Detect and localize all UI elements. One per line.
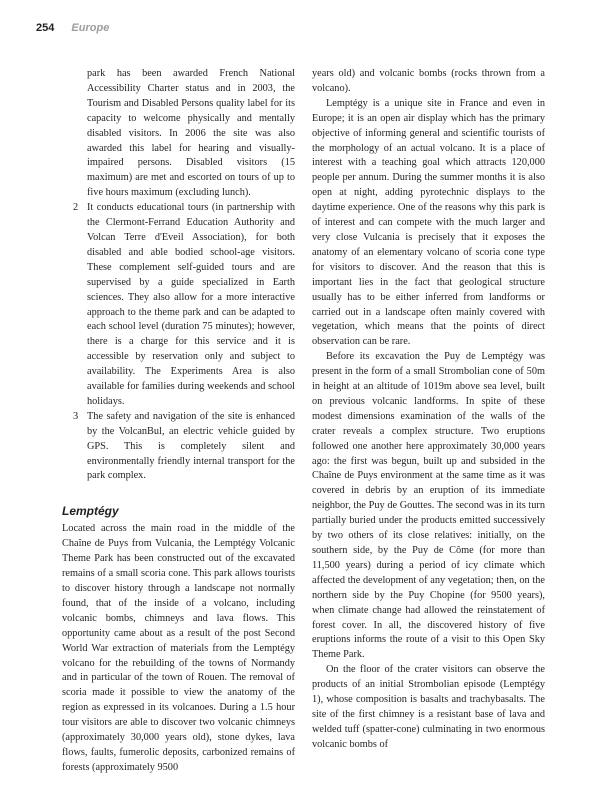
- body-paragraph: Located across the main road in the middle of the Chaîne de Puys from Vulcania, the Lemptégy Volcanic Theme Park has been constructed out of the excavated remains of a small scoria cone. This park allows tourists to discover history through a landscape not normally found, that of the inside of a volcano, including volcanic bombs, chimneys and lava flows. This opportunity came about as a result of the post Second World War extraction of materials from the Lemptégy volcano for the rebuilding of the towns of Normandy and in particular of the town of Rouen. The removal of scoria made it possible to view the anatomy of the region as expressed in its volcanoes. During a 1.5 hour tour visitors are able to discover two volcanic chimneys (approximately 30,000 years old), stone dykes, lava flows, faults, fumerolic deposits, carbonized remains of forests (approximately 9500: [62, 523, 295, 773]
- page-number: 254: [36, 22, 55, 34]
- list-item-number: 2: [73, 202, 79, 214]
- list-item: [62, 410, 295, 485]
- page-header: [36, 22, 109, 38]
- continued-paragraph: park has been awarded French National Accessibility Charter status and in 2003, the Tourism and Disabled Persons quality label for its capacity to welcome physically and mentally disabled visitors. In 2006 the site was also awarded this label for hearing and visually-impaired persons. Disabled visitors (15 maximum) are met and escorted on tours of up to five hours maximum (excluding lunch).: [87, 68, 295, 199]
- section-heading: Lemptégy: [62, 504, 119, 519]
- list-item-text: It conducts educational tours (in partnership with the Clermont-Ferrand Education Authority and Volcan Terre d'Eveil Association), for both disabled and able bodied school-age visitors. These complement self-guided tours and are supervised by a guide specialized in Earth sciences. They also allow for a more interactive approach to the theme park and can be adapted to each school level (duration 75 minutes); however, there is a charge for this service and it is accessible by reservation only and subject to availability. The Experiments Area is also available for families during weekends and school holidays.: [87, 202, 295, 407]
- body-paragraph: On the floor of the crater visitors can observe the products of an initial Strombolian episode (Lemptégy 1), whose composition is basalts and trachybasalts. The site of the first chimney is a resistant base of lava and welded tuff (spatter-cone) culminating in two enormous volcanic bombs of: [312, 664, 545, 750]
- body-paragraph: Before its excavation the Puy de Lemptégy was present in the form of a small Strombolian cone of 50m in height at an altitude of 1019m above sea level, built on previous volcanic landforms. In spite of these modest dimensions examination of the walls of the crater reveals a complex structure. Two eruptions followed one another here approximately 30,000 years ago: the first was begun, built up and subsided in the Chaîne de Puys environment at the same time as it was covered in debris by an eruption of its immediate neighbor, the Puy de Gouttes. The second was in its turn partially buried under the products emitted successively by two others of its close relatives: initially, on the southern side, by the Puy de Côme (for more than 11,500 years) during a period of icy climate which affected the development of any vegetation; then, on the northern side by the Puy Chopine (for 9500 years), when climate change had allowed the reinstatement of forest cover. In all, the discovered history of five eruptions informs the route of a visit to this Open Sky Theme Park.: [312, 351, 545, 661]
- left-column: [62, 67, 295, 776]
- list-item: [62, 201, 295, 410]
- continued-paragraph: years old) and volcanic bombs (rocks thrown from a volcano).: [312, 68, 545, 94]
- running-head: Europe: [71, 22, 110, 34]
- list-item-number: 3: [73, 410, 79, 422]
- body-paragraph: Lemptégy is a unique site in France and even in Europe; it is an open air display which has the primary objective of informing general and scientific tourists of the morphology of an actual volcano. It is a place of interest with a teaching goal which attracts 120,000 people per annum. During the summer months it is also open at night, adding pyrotechnic displays to the daytime experience. One of the reasons why this park is of interest and can compete with the much larger and very close Vulcania is precisely that it exposes the anatomy of an elementary volcano of scoria cone type for visitors to discover. And the reason that this is important lies in the fact that geological structure usually has to be either inferred from landforms or carried out in a landscape often mainly covered with vegetation, which means that the points of direct observation can be rare.: [312, 97, 545, 348]
- list-item-text: The safety and navigation of the site is enhanced by the VolcanBul, an electric vehicle guided by GPS. This is completely silent and environmentally friendly internal transport for the park complex.: [87, 410, 295, 482]
- right-column: [312, 67, 545, 753]
